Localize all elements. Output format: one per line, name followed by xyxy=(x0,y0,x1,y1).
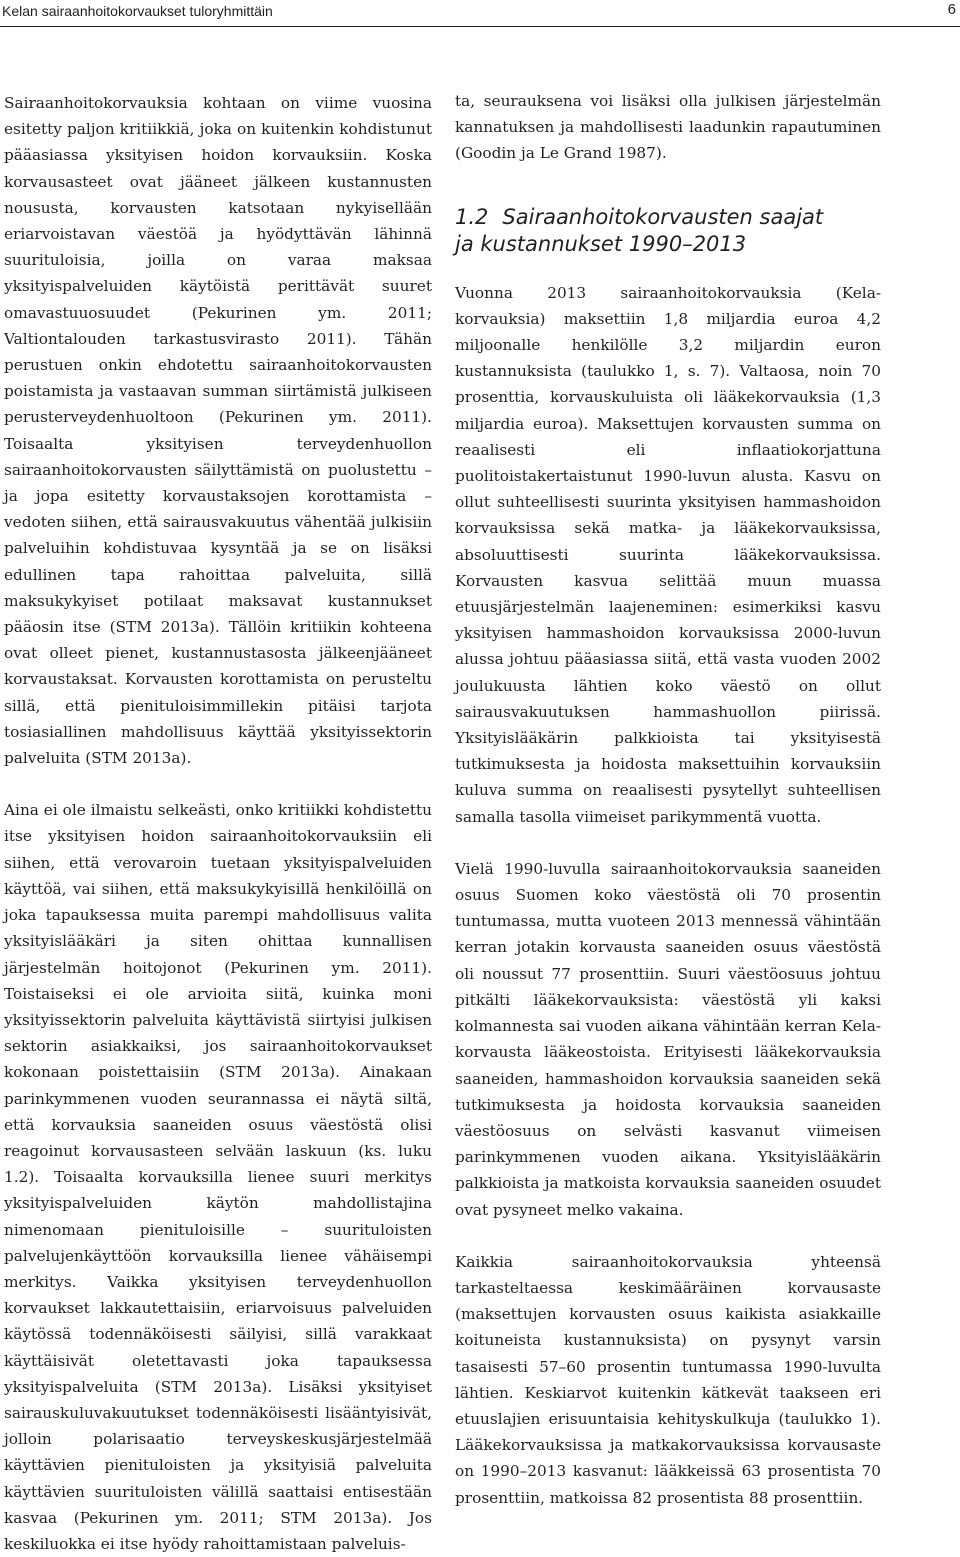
header-divider xyxy=(0,26,960,27)
running-header-title: Kelan sairaanhoitokorvaukset tuloryhmittäin xyxy=(2,3,273,19)
left-column xyxy=(4,90,432,1557)
page-number: 6 xyxy=(947,1,956,18)
left-paragraph-1: Sairaanhoitokorvauksia kohtaan on viime vuosina esitetty paljon kritiikkiä, joka on kuitenkin kohdistunut pääasiassa yksityisen hoidon korvauksiin. Koska korvausasteet ovat jääneet jälkeen kustannusten noususta, korvausten katsotaan nykyisellään eriarvoistavan väestöä ja hyödyttävän lähinnä suurituloisia, joilla on varaa maksaa yksityispalveluiden käytöistä perittävät suuret omavastuuosuudet (Pekurinen ym. 2011; Valtiontalouden tarkastusvirasto 2011). Tähän perustuen onkin ehdotettu sairaanhoitokorvausten poistamista ja vastaavan summan siirtämistä julkiseen perusterveydenhuoltoon (Pekurinen ym. 2011). Toisaalta yksityisen terveydenhuollon sairaanhoitokorvausten säilyttämistä on puolustettu – ja jopa esitetty korvaustaksojen korottamista – vedoten siihen, että sairausvakuutus vähentää julkisiin palveluihin kohdistuvaa kysyntää ja se on lisäksi edullinen tapa rahoittaa palveluita, sillä maksukykyiset potilaat maksavat kustannukset pääosin itse (STM 2013a). Tällöin kritiikin kohteena ovat olleet pienet, kustannustasosta jälkeenjääneet korvaustaksat. Korvausten korottamista on perusteltu sillä, että pienituloisimmillekin pitäisi tarjota tosiasiallinen mahdollisuus käyttää yksityissektorin palveluita (STM 2013a). xyxy=(4,94,432,768)
section-title-line-2: ja kustannukset 1990–2013 xyxy=(455,231,747,256)
section-number: 1.2 xyxy=(455,204,489,229)
right-paragraph-3: Kaikkia sairaanhoitokorvauksia yhteensä tarkasteltaessa keskimääräinen korvausaste (maksettujen korvausten osuus kaikista asiakkaille koituneista kustannuksista) on pysynyt varsin tasaisesti 57–60 prosentin tuntumassa 1990-luvulta lähtien. Keskiarvot kuitenkin kätkevät taakseen eri etuuslajien erisuuntaisia kehityskulkuja (taulukko 1). Lääkekorvauksissa ja matkakorvauksissa korvausaste on 1990–2013 kasvanut: lääkkeissä 63 prosentista 70 prosenttiin, matkoissa 82 prosentista 88 prosenttiin. xyxy=(455,1252,881,1507)
section-title-line-1: Sairaanhoitokorvausten saajat xyxy=(502,204,824,229)
section-heading xyxy=(455,204,881,258)
right-column xyxy=(455,88,881,1511)
left-paragraph-2: Aina ei ole ilmaistu selkeästi, onko kritiikki kohdistettu itse yksityisen hoidon sairaanhoitokorvauksiin eli siihen, että verovaroin tuetaan yksityispalveluiden käyttöä, vai siihen, että maksukykyisillä henkilöillä on joka tapauksessa muita parempi mahdollisuus valita yksityislääkäri ja siten ohittaa kunnallisen järjestelmän hoitojonot (Pekurinen ym. 2011). Toistaiseksi ei ole arvioita siitä, kuinka moni yksityissektorin palveluita käyttävistä siirtyisi julkisen sektorin asiakkaiksi, jos sairaanhoitokorvaukset kokonaan poistettaisiin (STM 2013a). Ainakaan parinkymmenen vuoden seurannassa ei näytä siltä, että korvauksia saaneiden osuus väestöstä olisi reagoinut korvausasteen selvään laskuun (ks. luku 1.2). Toisaalta korvauksilla lienee suuri merkitys yksityispalveluiden käytön mahdollistajina nimenomaan pienituloisille – suurituloisten palvelujenkäyttöön korvauksilla lienee vähäisempi merkitys. Vaikka yksityisen terveydenhuollon korvaukset lakkautettaisiin, eriarvoisuus palveluiden käytössä todennäköisesti säilyisi, sillä varakkaat käyttäisivät oletettavasti joka tapauksessa yksityispalveluita (STM 2013a). Lisäksi yksityiset sairauskuluvakuutukset todennäköisesti lisääntyisivät, jolloin polarisaatio terveyskeskusjärjestelmää käyttävien pienituloisten ja yksityisiä palveluita käyttävien suurituloisten välillä saattaisi entisestään kasvaa (Pekurinen ym. 2011; STM 2013a). Jos keskiluokka ei itse hyödy rahoittamistaan palveluis- xyxy=(4,801,432,1553)
running-header xyxy=(0,0,960,26)
right-paragraph-2: Vielä 1990-luvulla sairaanhoitokorvauksia saaneiden osuus Suomen koko väestöstä oli 70 prosentin tuntumassa, mutta vuoteen 2013 mennessä vähintään kerran jotakin korvausta saaneiden osuus väestöstä oli noussut 77 prosenttiin. Suuri väestöosuus johtuu pitkälti lääkekorvauksista: väestöstä yli kaksi kolmannesta sai vuoden aikana vähintään kerran Kela-korvausta lääkeostoista. Erityisesti lääkekorvauksia saaneiden, hammashoidon korvauksia saaneiden sekä tutkimuksesta ja hoidosta korvauksia saaneiden väestöosuus on selvästi kasvanut viimeisen parinkymmenen vuoden aikana. Yksityislääkärin palkkioista ja matkoista korvauksia saaneiden osuudet ovat pysyneet melko vakaina. xyxy=(455,859,881,1219)
right-paragraph-1: Vuonna 2013 sairaanhoitokorvauksia (Kela-korvauksia) maksettiin 1,8 miljardia euroa 4,2 miljoonalle henkilölle 3,2 miljardin euron kustannuksista (taulukko 1, s. 7). Valtaosa, noin 70 prosenttia, korvauskuluista oli lääkekorvauksia (1,3 miljardia euroa). Maksettujen korvausten summa on reaalisesti eli inflaatiokorjattuna puolitoistakertaistunut 1990-luvun alusta. Kasvu on ollut suhteellisesti suurinta yksityisen hammashoidon korvauksissa sekä matka- ja lääkekorvauksissa, absoluuttisesti suurinta lääkekorvauksissa. Korvausten kasvua selittää muun muassa etuusjärjestelmän laajeneminen: esimerkiksi kasvu yksityisen hammashoidon korvauksissa 2000-luvun alussa johtuu pääasiassa siitä, että vasta vuoden 2002 joulukuusta lähtien koko väestö on ollut sairausvakuutuksen hammashuollon piirissä. Yksityislääkärin palkkioista tai yksityisestä tutkimuksesta ja hoidosta maksettuihin korvauksiin kuluva summa on reaalisesti pysytellyt suhteellisen samalla tasolla viimeiset parikymmentä vuotta. xyxy=(455,283,881,826)
right-continuation-paragraph: ta, seurauksena voi lisäksi olla julkisen järjestelmän kannatuksen ja mahdollisesti laadunkin rapautuminen (Goodin ja Le Grand 1987). xyxy=(455,92,881,163)
